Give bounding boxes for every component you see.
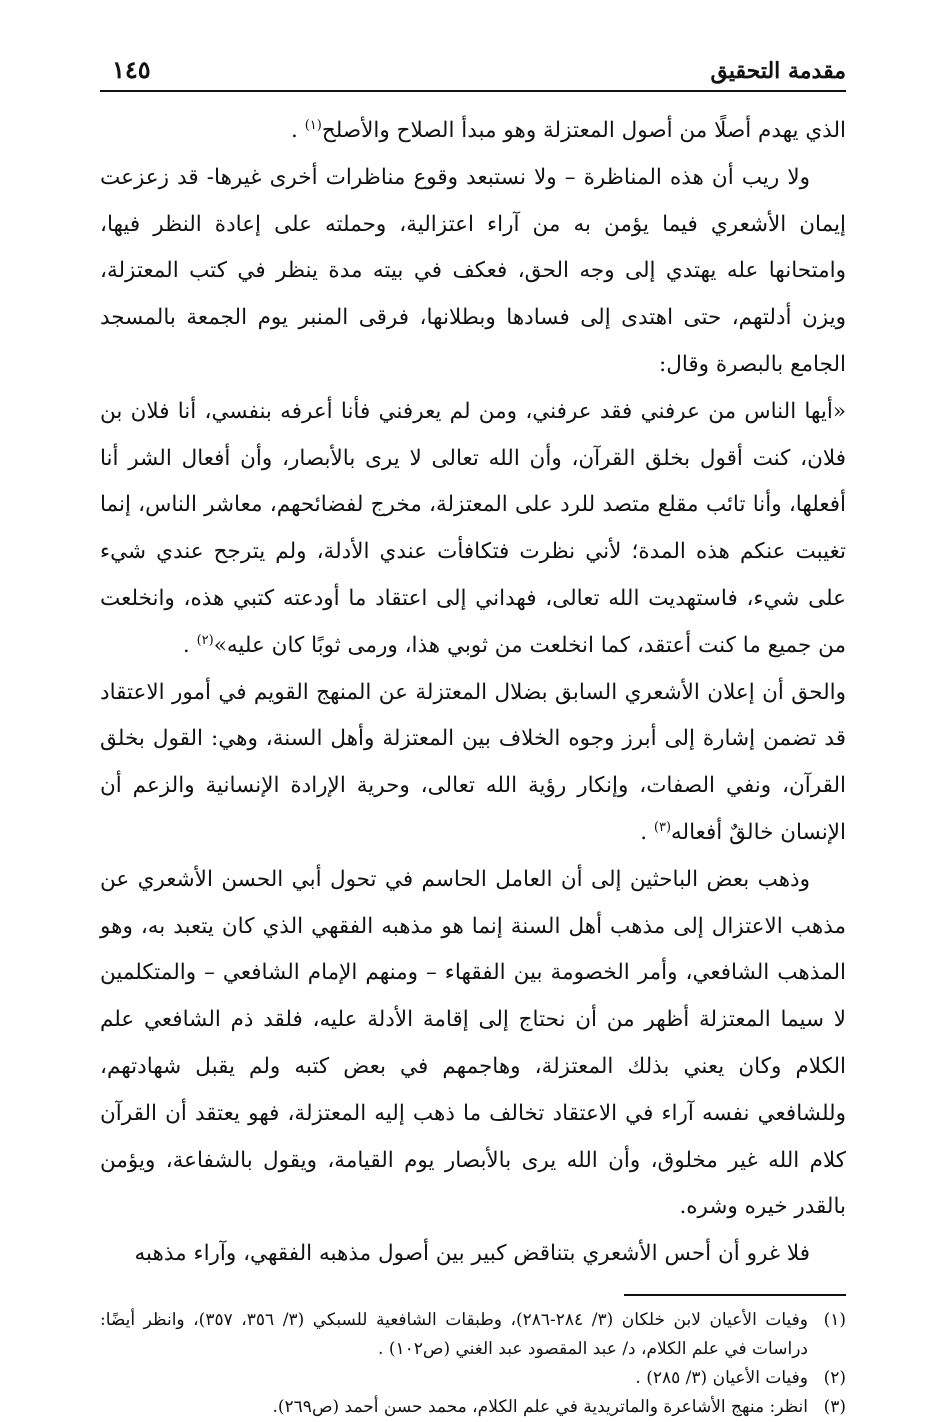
paragraph-5-text: وذهب بعض الباحثين إلى أن العامل الحاسم في تحول أبي الحسن الأشعري عن مذهب الاعتزال إلى مذهب أهل السنة إنما هو مذهبه الفقهي الذي كان يتعبد به، وهو المذهب الشافعي، وأمر الخصومة بين الفقهاء – ومنهم الإمام الشافعي – والمتكلمين لا سيما المعتزلة أظهر من أن نحتاج إلى إقامة الأدلة عليه، فلقد ذم الشافعي علم الكلام وكان يعني بذلك المعتزلة، وهاجمهم في بعض كتبه ولم يقبل شهادتهم، وللشافعي نفسه آراء في الاعتقاد تخالف ما ذهب إليه المعتزلة، فهو يعتقد أن القرآن كلام الله غير مخلوق، وأن الله يرى بالأبصار يوم القيامة، ويقول بالشفاعة، ويؤمن بالقدر خيره وشره. xyxy=(100,866,846,1220)
footnote-ref-1[interactable]: (١) xyxy=(304,117,322,133)
paragraph-6-text: فلا غرو أن أحس الأشعري بتناقض كبير بين أصول مذهبه الفقهي، وآراء مذهبه xyxy=(134,1241,810,1267)
footnote-text: انظر: منهج الأشاعرة والماتريدية في علم الكلام، محمد حسن أحمد (ص٢٦٩). xyxy=(272,1396,808,1417)
section-title: مقدمة التحقيق xyxy=(710,58,846,84)
footnote-text: وفيات الأعيان لابن خلكان (٣/ ٢٨٤-٢٨٦)، وطبقات الشافعية للسبكي (٣/ ٣٥٦، ٣٥٧)، وانظر أيضًا: دراسات في علم الكلام، د/ عبد المقصود عبد الغني (ص١٠٢) . xyxy=(100,1309,808,1359)
paragraph-3-end: . xyxy=(182,632,197,658)
paragraph-2 xyxy=(100,155,846,389)
body-text xyxy=(100,108,846,1278)
footnote-number: (١) xyxy=(823,1309,846,1330)
paragraph-3-text: «أيها الناس من عرفني فقد عرفني، ومن لم يعرفني فأنا أعرفه بنفسي، أنا فلان بن فلان، كنت أقول بخلق القرآن، وأن الله تعالى لا يرى بالأبصار، وأن أفعال الشر أنا أفعلها، وأنا تائب مقلع متصد للرد على المعتزلة، مخرج لفضائحهم، معاشر الناس، إنما تغيبت عنكم هذه المدة؛ لأني نظرت فتكافأت عندي الأدلة، ولم يترجح عندي شيء على شيء، فاستهديت الله تعالى، فهداني إلى اعتقاد ما أودعته كتبي هذه، وانخلعت من جميع ما كنت أعتقد، كما انخلعت من ثوبي هذا، ورمى ثوبًا كان عليه» xyxy=(100,398,846,658)
paragraph-4 xyxy=(100,670,846,857)
running-header xyxy=(100,44,846,92)
footnote-ref-3[interactable]: (٣) xyxy=(653,819,672,835)
footnote-text: وفيات الأعيان (٣/ ٢٨٥) . xyxy=(635,1367,808,1388)
footnote-number: (٢) xyxy=(823,1367,846,1388)
footnote-number: (٣) xyxy=(823,1396,846,1417)
footnote-separator xyxy=(624,1294,846,1296)
footnotes xyxy=(100,1306,846,1422)
footnote-ref-2[interactable]: (٢) xyxy=(196,632,214,648)
footnote-1 xyxy=(100,1306,846,1364)
footnote-3 xyxy=(100,1393,846,1422)
paragraph-1-end: . xyxy=(291,118,305,143)
paragraph-3-quote xyxy=(100,389,846,670)
paragraph-5 xyxy=(100,857,846,1231)
footnote-2 xyxy=(100,1364,846,1393)
paragraph-1-text: الذي يهدم أصلًا من أصول المعتزلة وهو مبدأ الصلاح والأصلح xyxy=(321,118,846,143)
paragraph-2-text: ولا ريب أن هذه المناظرة – ولا نستبعد وقوع مناظرات أخرى غيرها- قد زعزعت إيمان الأشعري فيما يؤمن به من آراء اعتزالية، وحملته على إعادة النظر فيها، وامتحانها عله يهتدي إلى وجه الحق، فعكف في بيته مدة ينظر في كتب المعتزلة، ويزن أدلتهم، حتى اهتدى إلى فسادها وبطلانها، فرقى المنبر يوم الجمعة بالمسجد الجامع بالبصرة وقال: xyxy=(100,164,846,377)
paragraph-4-end: . xyxy=(640,819,654,845)
book-page xyxy=(100,44,846,1422)
paragraph-6 xyxy=(100,1231,846,1278)
paragraph-4-text: والحق أن إعلان الأشعري السابق بضلال المعتزلة عن المنهج القويم في أمور الاعتقاد قد تضمن إشارة إلى أبرز وجوه الخلاف بين المعتزلة وأهل السنة، وهي: القول بخلق القرآن، ونفي الصفات، وإنكار رؤية الله تعالى، وحرية الإرادة الإنسانية والزعم أن الإنسان خالقٌ أفعاله xyxy=(100,679,846,845)
paragraph-1 xyxy=(100,108,846,155)
page-number: ١٤٥ xyxy=(112,55,151,84)
